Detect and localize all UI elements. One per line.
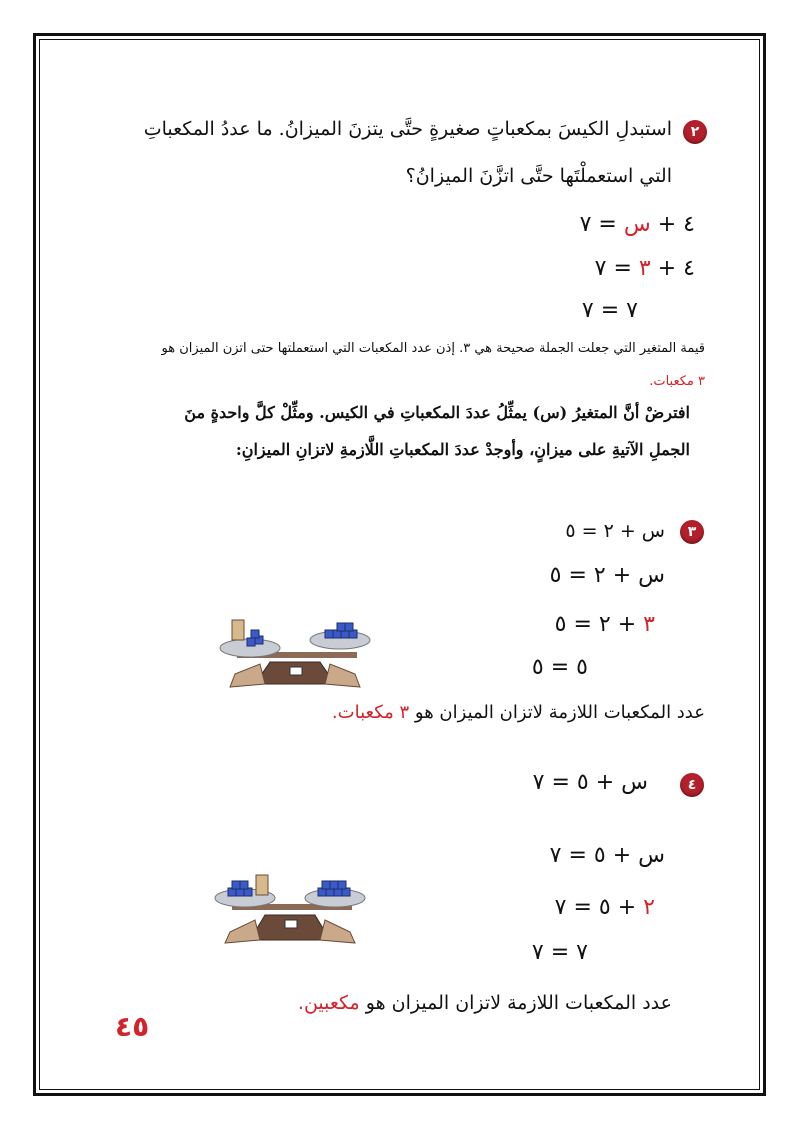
q2-equation-3: ٧ = ٧ <box>581 298 638 323</box>
page-number: ٤٥ <box>115 1010 150 1043</box>
q2-eq2-value: ٣ <box>638 256 651 281</box>
cube-icon <box>337 623 345 631</box>
q4-equation-1: س + ٥ = ٧ <box>549 843 665 868</box>
q3-answer-text: عدد المكعبات اللازمة لاتزان الميزان هو <box>414 702 705 723</box>
question-4-badge: ٤ <box>680 773 704 797</box>
scale-dial <box>285 920 297 928</box>
instructions-line2: الجملِ الآتيةِ على ميزانٍ، وأوجدْ عددَ المكعباتِ اللَّازمةِ لاتزانِ الميزانِ: <box>235 440 690 459</box>
q4-equation-2 <box>555 895 655 920</box>
question-2-line1: استبدلِ الكيسَ بمكعباتٍ صغيرةٍ حتَّى يتزنَ الميزانُ. ما عددُ المكعباتِ <box>143 118 672 140</box>
q3-answer <box>332 702 705 723</box>
cube-icon <box>338 881 346 889</box>
balance-scale-icon <box>210 870 370 950</box>
scale-dial <box>290 667 302 675</box>
balance-scale-icon <box>215 612 375 692</box>
cube-icon <box>240 881 248 889</box>
q3-statement: س + ٢ = ٥ <box>565 520 665 542</box>
q3-equation-1: س + ٢ = ٥ <box>549 563 665 588</box>
q4-answer <box>298 992 672 1014</box>
q3-eq2-value: ٣ <box>643 612 655 637</box>
q2-answer-line1: قيمة المتغير التي جعلت الجملة صحيحة هي ٣. إذن عدد المكعبات التي استعملتها حتى اتزن الميزان هو <box>161 341 705 356</box>
q2-eq1-right: = ٧ <box>579 212 617 237</box>
q2-eq2-left: ٤ + <box>657 256 695 281</box>
bag-icon <box>232 620 244 640</box>
question-3-badge: ٣ <box>680 520 704 544</box>
scale-foot-right <box>320 920 355 943</box>
cube-icon <box>322 881 330 889</box>
q4-statement: س + ٥ = ٧ <box>532 770 648 795</box>
q2-answer-line2: ٣ مكعبات. <box>649 374 705 389</box>
q3-eq2-rest: + ٢ = ٥ <box>554 612 637 637</box>
cube-icon <box>325 630 333 638</box>
scale-foot-left <box>225 920 260 943</box>
cube-icon <box>247 638 255 646</box>
scale-foot-right <box>325 664 360 687</box>
q4-eq2-rest: + ٥ = ٧ <box>554 895 637 920</box>
cube-icon <box>345 623 353 631</box>
q3-answer-value: ٣ مكعبات. <box>331 702 410 723</box>
instructions-line1: افترضْ أنَّ المتغيرُ (س) يمثِّلُ عددَ المكعباتِ في الكيس. ومثِّلْ كلَّ واحدةٍ منَ <box>184 403 690 422</box>
cube-icon <box>330 881 338 889</box>
question-2-badge: ٢ <box>683 120 707 144</box>
q2-equation-2 <box>595 256 695 281</box>
scale-foot-left <box>230 664 265 687</box>
q2-eq1-variable: س <box>623 212 651 237</box>
q2-eq1-left: ٤ + <box>657 212 695 237</box>
q4-answer-value: مكعبين. <box>297 992 360 1014</box>
question-2-line2: التي استعملْتَها حتَّى اتزَّنَ الميزانُ؟ <box>405 165 672 187</box>
bag-icon <box>256 875 268 895</box>
q2-equation-1 <box>580 212 695 237</box>
q2-eq2-right: = ٧ <box>594 256 632 281</box>
q4-equation-3: ٧ = ٧ <box>531 940 588 965</box>
cube-icon <box>251 630 259 638</box>
cube-icon <box>232 881 240 889</box>
q3-equation-3: ٥ = ٥ <box>531 655 588 680</box>
q3-equation-2 <box>555 612 655 637</box>
q4-answer-text: عدد المكعبات اللازمة لاتزان الميزان هو <box>365 992 672 1014</box>
q4-eq2-value: ٢ <box>643 895 655 920</box>
